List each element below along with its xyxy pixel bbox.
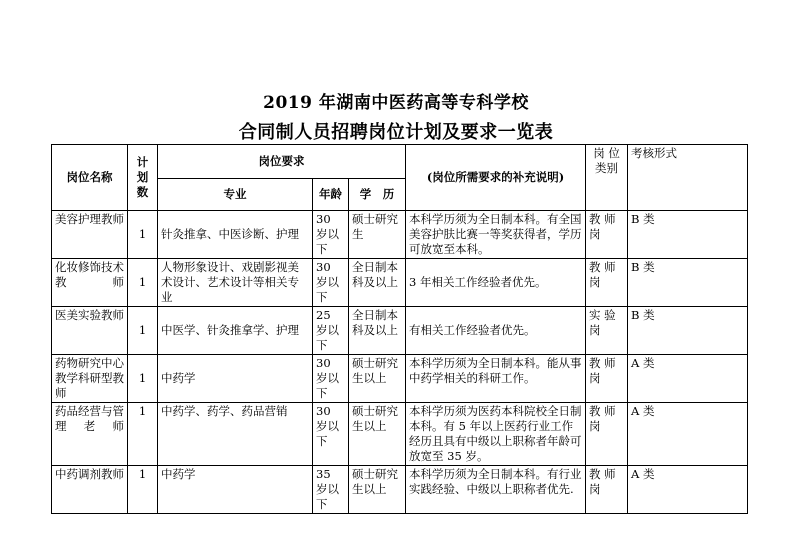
cell-count: 1 bbox=[128, 355, 158, 403]
cell-exam: A 类 bbox=[628, 403, 748, 466]
cell-age: 35 岁以下 bbox=[313, 466, 349, 514]
cell-exam: A 类 bbox=[628, 466, 748, 514]
cell-age: 25 岁以下 bbox=[313, 307, 349, 355]
cell-age: 30 岁以下 bbox=[313, 211, 349, 259]
cell-post-name: 化妆修饰技术教师 bbox=[52, 259, 128, 307]
cell-education: 硕士研究生以上 bbox=[349, 403, 406, 466]
cell-note: 本科学历须为全日制本科。有全国美容护肤比赛一等奖获得者，学历可放宽至本科。 bbox=[406, 211, 586, 259]
cell-major: 针灸推拿、中医诊断、护理 bbox=[158, 211, 313, 259]
cell-major: 中医学、针灸推拿学、护理 bbox=[158, 307, 313, 355]
cell-category: 教 师岗 bbox=[586, 403, 628, 466]
cell-post-name: 药物研究中心教学科研型教师 bbox=[52, 355, 128, 403]
table-row bbox=[52, 259, 748, 307]
cell-note: 本科学历须为全日制本科。有行业实践经验、中级以上职称者优先. bbox=[406, 466, 586, 514]
table-row bbox=[52, 355, 748, 403]
cell-education: 硕士研究生以上 bbox=[349, 355, 406, 403]
cell-note: 3 年相关工作经验者优先。 bbox=[406, 259, 586, 307]
cell-note: 有相关工作经验者优先。 bbox=[406, 307, 586, 355]
cell-exam: A 类 bbox=[628, 355, 748, 403]
header-post-requirements: 岗位要求 bbox=[158, 145, 406, 179]
cell-count: 1 bbox=[128, 403, 158, 466]
header-post-name: 岗位名称 bbox=[52, 145, 128, 211]
header-exam-form: 考核形式 bbox=[628, 145, 748, 211]
cell-education: 硕士研究生 bbox=[349, 211, 406, 259]
cell-age: 30 岁以下 bbox=[313, 355, 349, 403]
document-title-line1: 2019 年湖南中医药高等专科学校 bbox=[263, 93, 529, 113]
cell-post-name: 医美实验教师 bbox=[52, 307, 128, 355]
header-plan-count: 计划数 bbox=[128, 145, 158, 211]
cell-age: 30 岁以下 bbox=[313, 259, 349, 307]
cell-post-name: 美容护理教师 bbox=[52, 211, 128, 259]
cell-age: 30 岁以下 bbox=[313, 403, 349, 466]
cell-category: 教 师岗 bbox=[586, 211, 628, 259]
cell-exam: B 类 bbox=[628, 307, 748, 355]
table-row bbox=[52, 403, 748, 466]
table-row bbox=[52, 307, 748, 355]
cell-count: 1 bbox=[128, 259, 158, 307]
header-post-category: 岗 位类别 bbox=[586, 145, 628, 211]
cell-education: 硕士研究生以上 bbox=[349, 466, 406, 514]
document-title-line2: 合同制人员招聘岗位计划及要求一览表 bbox=[238, 122, 554, 143]
recruitment-plan-table bbox=[51, 144, 748, 514]
cell-exam: B 类 bbox=[628, 211, 748, 259]
cell-major: 人物形象设计、戏剧影视美术设计、艺术设计等相关专业 bbox=[158, 259, 313, 307]
cell-post-name: 中药调剂教师 bbox=[52, 466, 128, 514]
cell-note: 本科学历须为全日制本科。能从事中药学相关的科研工作。 bbox=[406, 355, 586, 403]
table-row bbox=[52, 211, 748, 259]
header-major: 专业 bbox=[158, 179, 313, 211]
header-supplementary: (岗位所需要求的补充说明) bbox=[406, 145, 586, 211]
table-row bbox=[52, 466, 748, 514]
cell-category: 教 师岗 bbox=[586, 355, 628, 403]
header-education: 学 历 bbox=[349, 179, 406, 211]
cell-exam: B 类 bbox=[628, 259, 748, 307]
cell-count: 1 bbox=[128, 466, 158, 514]
cell-category: 教 师岗 bbox=[586, 466, 628, 514]
cell-major: 中药学 bbox=[158, 355, 313, 403]
cell-count: 1 bbox=[128, 211, 158, 259]
cell-major: 中药学、药学、药品营销 bbox=[158, 403, 313, 466]
header-age: 年龄 bbox=[313, 179, 349, 211]
cell-count: 1 bbox=[128, 307, 158, 355]
cell-category: 实 验岗 bbox=[586, 307, 628, 355]
cell-post-name: 药品经营与管理老师 bbox=[52, 403, 128, 466]
cell-education: 全日制本科及以上 bbox=[349, 307, 406, 355]
cell-category: 教 师岗 bbox=[586, 259, 628, 307]
cell-major: 中药学 bbox=[158, 466, 313, 514]
cell-education: 全日制本科及以上 bbox=[349, 259, 406, 307]
cell-note: 本科学历须为医药本科院校全日制本科。有 5 年以上医药行业工作经历且具有中级以上职称者年龄可放宽至 35 岁。 bbox=[406, 403, 586, 466]
